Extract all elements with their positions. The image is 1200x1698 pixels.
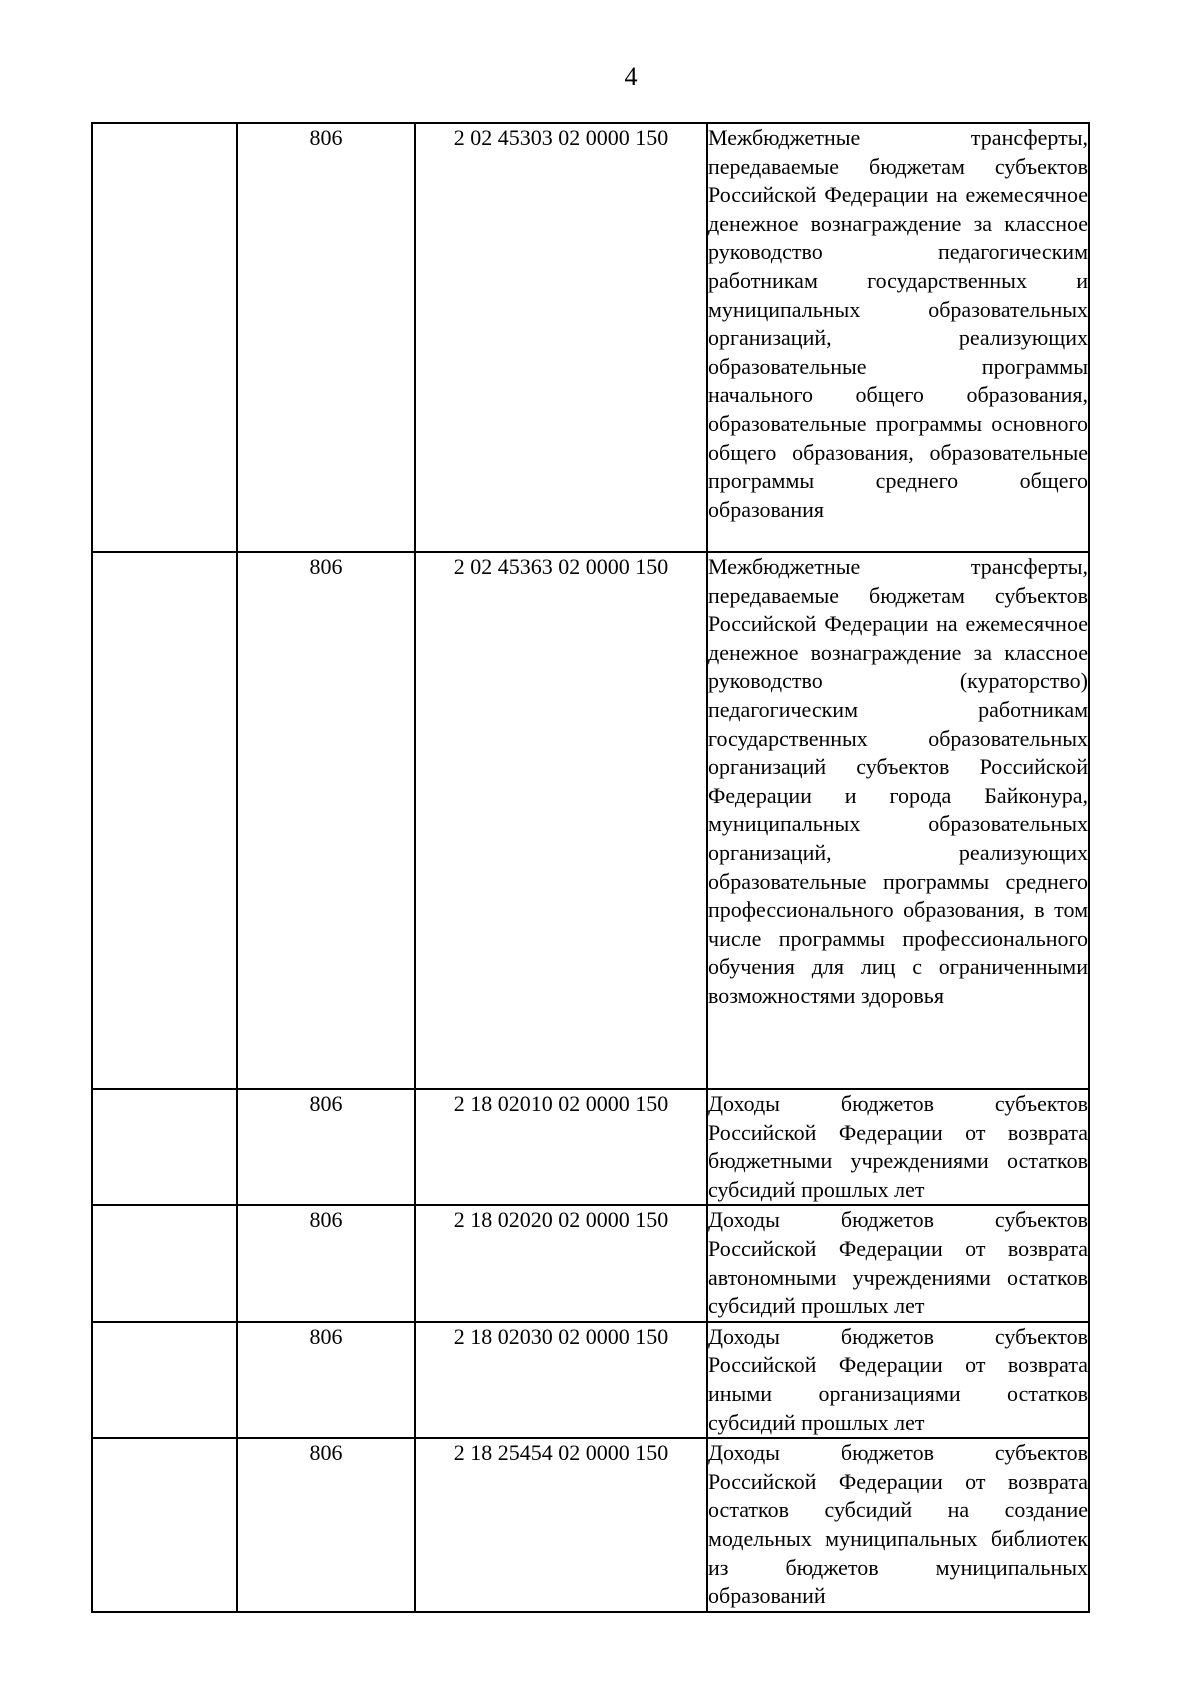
admin-code-cell: 806 [237, 1322, 415, 1438]
budget-code-cell: 2 18 02030 02 0000 150 [415, 1322, 707, 1438]
revenue-codes-table [91, 122, 1090, 1613]
table-row [92, 1322, 1089, 1438]
blank-cell [92, 1089, 237, 1205]
blank-cell [92, 1438, 237, 1612]
name-cell [707, 123, 1089, 552]
admin-code-cell: 806 [237, 123, 415, 552]
name-cell [707, 1089, 1089, 1205]
name-cell [707, 1205, 1089, 1321]
name-cell [707, 1322, 1089, 1438]
blank-cell [92, 1322, 237, 1438]
income-name-text: Доходы бюджетов субъектов Российской Федерации от возврата бюджетными учреждениями остатков субсидий прошлых лет [708, 1091, 1088, 1202]
table-row [92, 1438, 1089, 1612]
admin-code-cell: 806 [237, 1089, 415, 1205]
admin-code-cell: 806 [237, 1438, 415, 1612]
admin-code-cell: 806 [237, 552, 415, 1089]
budget-code-cell: 2 02 45363 02 0000 150 [415, 552, 707, 1089]
table-row [92, 1205, 1089, 1321]
income-name-text: Доходы бюджетов субъектов Российской Федерации от возврата автономными учреждениями остатков субсидий прошлых лет [708, 1207, 1088, 1319]
table-row [92, 1089, 1089, 1205]
table-row [92, 552, 1089, 1089]
income-name-text: Межбюджетные трансферты, передаваемые бюджетам субъектов Российской Федерации на ежемесячное денежное вознаграждение за классное руководство педагогическим работникам государственных и муниципальных образовательных организаций, реализующих образовательные программы начального общего образования, образовательные программы основного общего образования, образовательные программы среднего общего образования [708, 125, 1088, 522]
blank-cell [92, 123, 237, 552]
name-cell [707, 1438, 1089, 1612]
blank-cell [92, 552, 237, 1089]
name-cell [707, 552, 1089, 1089]
income-name-text: Доходы бюджетов субъектов Российской Федерации от возврата остатков субсидий на создание модельных муниципальных библиотек из бюджетов муниципальных образований [708, 1440, 1088, 1609]
blank-cell [92, 1205, 237, 1321]
table-row [92, 123, 1089, 552]
income-name-text: Межбюджетные трансферты, передаваемые бюджетам субъектов Российской Федерации на ежемесячное денежное вознаграждение за классное руководство (кураторство) педагогическим работникам государственных образовательных организаций субъектов Российской Федерации и города Байконура, муниципальных образовательных организаций, реализующих образовательные программы среднего профессионального образования, в том числе программы профессионального обучения для лиц с ограниченными возможностями здоровья [708, 554, 1088, 1008]
admin-code-cell: 806 [237, 1205, 415, 1321]
budget-code-cell: 2 18 02020 02 0000 150 [415, 1205, 707, 1321]
page-number: 4 [624, 62, 638, 91]
budget-code-cell: 2 02 45303 02 0000 150 [415, 123, 707, 552]
income-name-text: Доходы бюджетов субъектов Российской Федерации от возврата иными организациями остатков субсидий прошлых лет [708, 1323, 1088, 1435]
budget-code-cell: 2 18 02010 02 0000 150 [415, 1089, 707, 1205]
budget-code-cell: 2 18 25454 02 0000 150 [415, 1438, 707, 1612]
